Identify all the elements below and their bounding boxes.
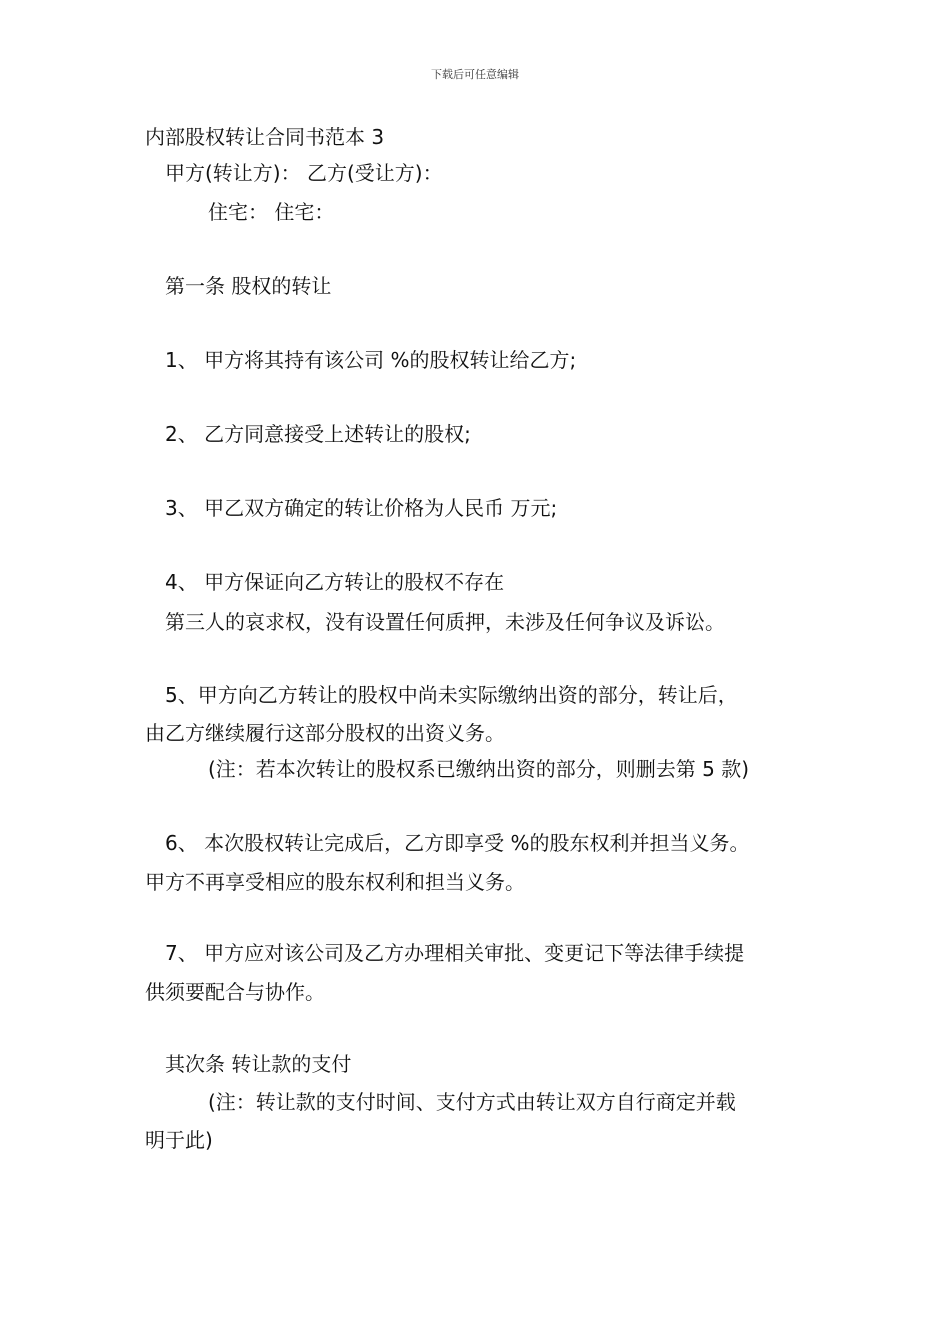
article1-item3: 3、 甲乙双方确定的转让价格为人民币 万元; [165,496,558,520]
article1-item4-line1: 4、 甲方保证向乙方转让的股权不存在 [165,570,505,594]
article1-item6-line2: 甲方不再享受相应的股东权利和担当义务。 [145,870,525,894]
article2-heading: 其次条 转让款的支付 [165,1052,352,1076]
article1-item5-note: (注：若本次转让的股权系已缴纳出资的部分，则删去第 5 款) [208,757,750,781]
parties-line: 甲方(转让方)： 乙方(受让方)： [165,161,443,185]
article1-item4-line2: 第三人的哀求权，没有设置任何质押，未涉及任何争议及诉讼。 [165,610,725,634]
article1-heading: 第一条 股权的转让 [165,274,332,298]
page-header-note: 下载后可任意编辑 [431,68,519,81]
article1-item1: 1、 甲方将其持有该公司 %的股权转让给乙方; [165,348,577,372]
article1-item2: 2、 乙方同意接受上述转让的股权; [165,422,471,446]
article1-item7-line2: 供须要配合与协作。 [145,980,325,1004]
article1-item5-line2: 由乙方继续履行这部分股权的出资义务。 [145,721,505,745]
article1-item7-line1: 7、 甲方应对该公司及乙方办理相关审批、变更记下等法律手续提 [165,941,745,965]
article1-item5-line1: 5、甲方向乙方转让的股权中尚未实际缴纳出资的部分，转让后， [165,683,738,707]
addresses-line: 住宅： 住宅： [208,200,335,224]
article1-item6-line1: 6、 本次股权转让完成后，乙方即享受 %的股东权利并担当义务。 [165,831,750,855]
article2-note-line1: (注：转让款的支付时间、支付方式由转让双方自行商定并载 [208,1090,736,1114]
document-title: 内部股权转让合同书范本 3 [145,125,385,149]
article2-note-line2: 明于此) [145,1128,213,1152]
